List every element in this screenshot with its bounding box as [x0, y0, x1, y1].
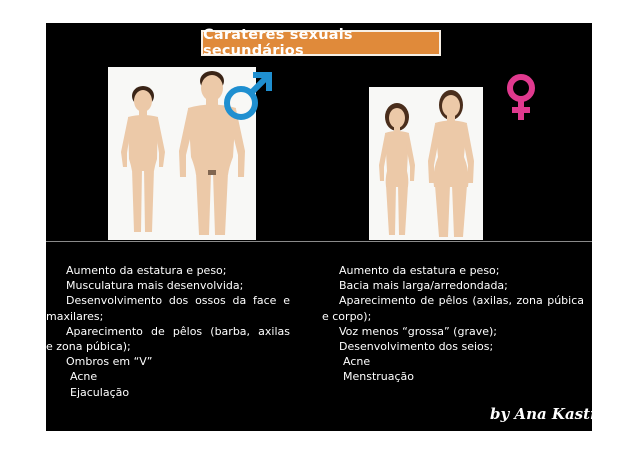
female-trait [339, 324, 584, 339]
female-trait-text: Aparecimento de pêlos (axilas, zona púbica [339, 294, 584, 308]
female-trait [339, 278, 584, 293]
female-figures-illustration [369, 87, 483, 240]
male-trait-text: Ejaculação [70, 385, 130, 399]
slide [46, 23, 608, 431]
girl-figure [379, 103, 415, 235]
male-trait [66, 278, 290, 293]
male-trait-text: Ombros em “V” [66, 355, 153, 369]
male-trait [66, 263, 290, 278]
author-signature: by Ana Kastro [490, 405, 608, 423]
female-body-image [369, 87, 483, 240]
mars-symbol-icon [222, 72, 272, 122]
female-trait-continuation [322, 309, 584, 324]
slide-title: Carateres sexuais secundários [203, 27, 353, 59]
section-divider [46, 241, 592, 242]
male-trait-text: e zona púbica); [46, 340, 131, 354]
female-trait [339, 369, 584, 384]
male-trait [66, 354, 290, 369]
female-trait [339, 263, 584, 278]
male-trait-continuation [46, 309, 290, 324]
female-traits-list [322, 263, 584, 385]
male-trait [66, 369, 290, 384]
male-trait-continuation [46, 339, 290, 354]
male-trait-text: Desenvolvimento dos ossos da face e [66, 294, 290, 308]
female-trait-text: Menstruação [343, 370, 415, 384]
venus-symbol-icon [501, 71, 541, 123]
male-trait-text: Acne [70, 370, 98, 384]
male-trait [66, 293, 290, 308]
female-trait [339, 293, 584, 308]
male-trait-text: Aparecimento de pêlos (barba, axilas [66, 324, 290, 338]
female-trait [339, 354, 584, 369]
female-trait-text: Voz menos “grossa” (grave); [339, 324, 497, 338]
male-traits-list [46, 263, 290, 400]
woman-figure [428, 90, 474, 237]
female-trait-text: Acne [343, 355, 371, 369]
female-trait-text: e corpo); [322, 309, 372, 323]
title-banner [201, 27, 441, 59]
female-trait [339, 339, 584, 354]
male-trait-text: Aumento da estatura e peso; [66, 264, 227, 277]
male-trait-text: maxilares; [46, 309, 104, 323]
female-trait-text: Desenvolvimento dos seios; [339, 340, 494, 354]
boy-figure [121, 86, 165, 232]
male-trait-text: Musculatura mais desenvolvida; [66, 279, 244, 293]
female-trait-text: Aumento da estatura e peso; [339, 264, 500, 277]
male-trait [66, 385, 290, 400]
female-trait-text: Bacia mais larga/arredondada; [339, 279, 508, 293]
male-trait [66, 324, 290, 339]
